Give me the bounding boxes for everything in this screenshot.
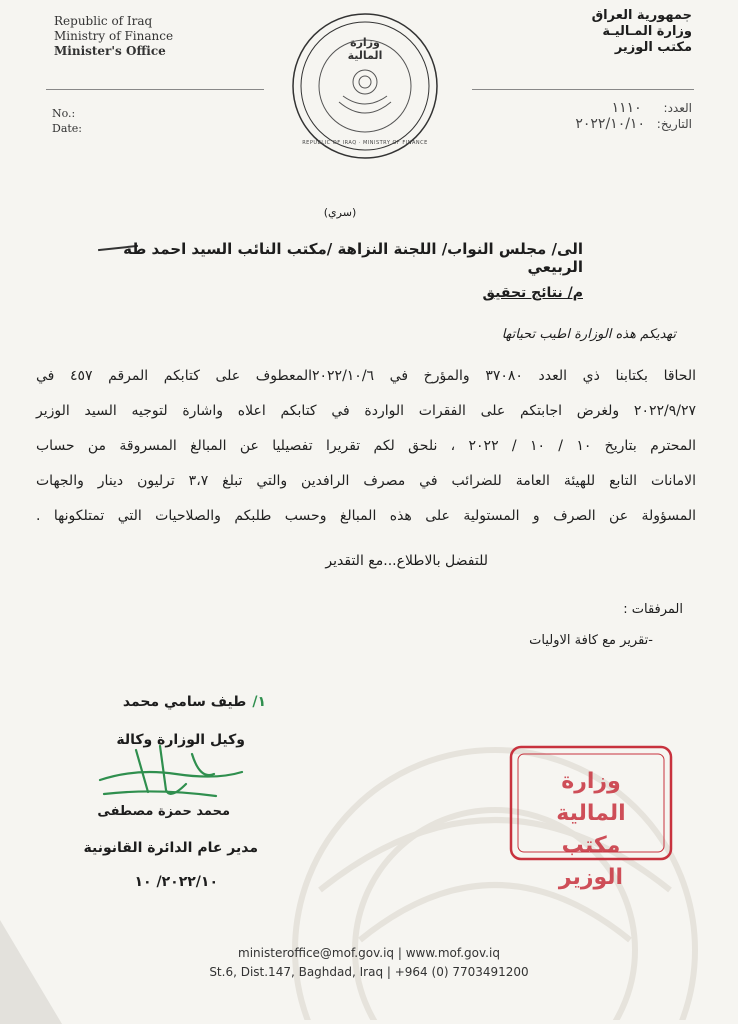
office-ar: مكتب الوزير <box>614 40 692 55</box>
director-title: مدير عام الدائرة القانونية <box>83 840 258 856</box>
footer-contact: ministeroffice@mof.gov.iq | www.mof.gov.iq <box>238 946 500 960</box>
reference-labels-en <box>52 106 82 136</box>
signature-date: ٢٠٢٢/١٠/ ١٠ <box>134 874 218 890</box>
english-header <box>54 14 173 59</box>
reference-ar <box>472 100 692 132</box>
subject: م/ نتائج تحقيق <box>482 285 583 301</box>
body-line-5: المسؤولة عن الصرف و المستولية على هذه المبالغ وحسب طلبكم والصلاحيات التي تمتلكونها . <box>36 508 696 524</box>
stamp-text: وزارة المالية مكتب الوزير <box>556 769 626 890</box>
undersecretary-title: وكيل الوزارة وكالة <box>116 732 245 748</box>
date-label-en: Date: <box>52 122 83 135</box>
header-rule-right <box>472 89 694 90</box>
official-stamp <box>508 744 674 890</box>
office-en: Minister's Office <box>54 44 166 58</box>
closing: للتفضل بالاطلاع...مع التقدير <box>325 553 488 569</box>
classification: (سري) <box>323 206 357 219</box>
director-name: محمد حمزة مصطفى <box>97 804 230 819</box>
no-label-en: No.: <box>52 107 76 120</box>
body-line-2: ٢٠٢٢/٩/٢٧ ولغرض اجابتكم على الفقرات الواردة في كتابكم اعلاه واشارة لتوجيه السيد الوزير <box>36 403 696 419</box>
seal-bottom-text: REPUBLIC OF IRAQ · MINISTRY OF FINANCE <box>302 140 428 146</box>
attachment-item: -تقرير مع كافة الاوليات <box>529 633 653 648</box>
date-value-ar: ٢٠٢٢/١٠/١٠ <box>575 116 645 132</box>
undersecretary-signature <box>66 694 266 710</box>
seal-top-text: وزارة المالية <box>347 36 383 62</box>
seal-emblem-icon <box>289 12 441 160</box>
arabic-header <box>502 8 692 56</box>
body-line-1: الحاقا بكتابنا ذي العدد ٣٧٠٨٠ والمؤرخ في ٢٠٢٢/١٠/٦المعطوف على كتابكم المرقم ٤٥٧ في <box>36 368 696 384</box>
no-value-ar: ١١١٠ <box>611 100 642 116</box>
ministry-ar: وزارة المـاليـة <box>602 24 692 39</box>
green-signature-icon <box>96 744 246 806</box>
body-line-4: الامانات التابع للهيئة العامة للضرائب في مصرف الرافدين والتي تبلغ ٣،٧ ترليون دينار والجهات <box>36 473 696 489</box>
ministry-seal <box>289 12 441 160</box>
ministry-en: Ministry of Finance <box>54 29 174 43</box>
undersecretary-name: طيف سامي محمد <box>122 694 247 710</box>
footer <box>150 944 588 982</box>
footer-address: St.6, Dist.147, Baghdad, Iraq | +964 (0) 7703491200 <box>209 965 529 979</box>
header-rule-left <box>46 89 264 90</box>
country-en: Republic of Iraq <box>54 14 153 28</box>
body-line-3: المحترم بتاريخ ١٠ / ١٠ / ٢٠٢٢ ، نلحق لكم تقريرا تفصيليا عن المبالغ المسروقة من حساب <box>36 438 696 454</box>
date-label-ar: التاريخ: <box>656 117 692 131</box>
attachments-label: المرفقات : <box>623 602 683 617</box>
country-ar: جمهورية العراق <box>591 8 692 23</box>
greeting: تهديكم هذه الوزارة اطيب تحياتها <box>501 327 676 342</box>
page-corner-fold <box>0 920 70 1024</box>
undersecretary-prefix: ١/ <box>252 694 266 710</box>
no-label-ar: العدد: <box>663 101 692 115</box>
recipient: الى/ مجلس النواب/ اللجنة النزاهة /مكتب النائب السيد احمد طه الربيعي <box>123 240 583 276</box>
